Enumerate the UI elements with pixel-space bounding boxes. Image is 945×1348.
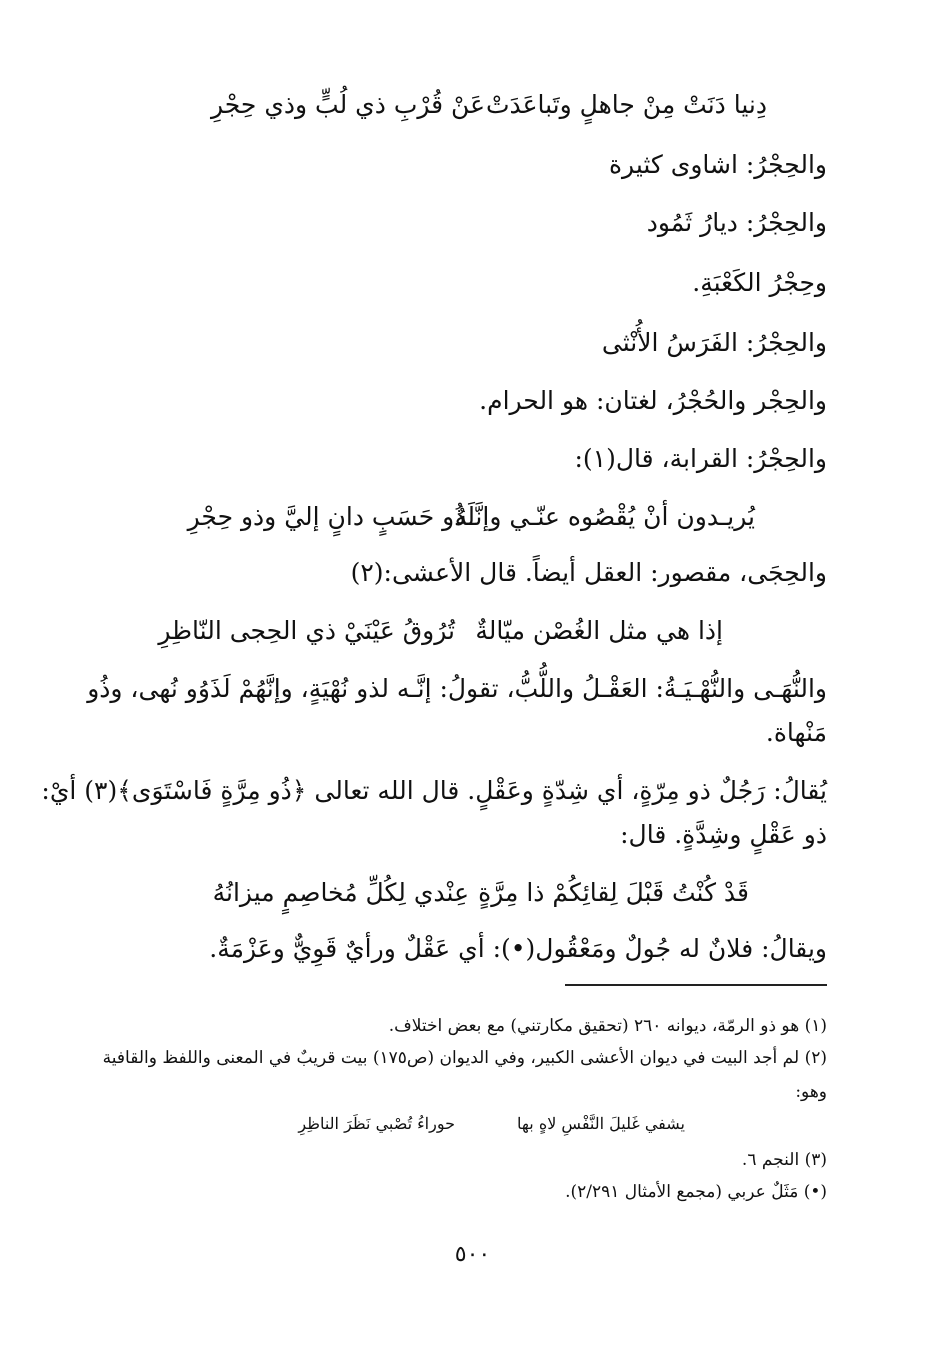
footnote-divider [565, 984, 827, 986]
footnote-4: (•) مَثَلٌ عربي (مجمع الأمثال ٢/٢٩١). [565, 1182, 827, 1202]
verse1-second-hemistich: عَنْ قُرْبِ ذي لُبٍّ وذي حِجْرِ [211, 90, 485, 119]
page-number: ٥٠٠ [454, 1242, 491, 1267]
definition-line: والحِجْر والحُجْرُ، لغتان: هو الحرام. [479, 386, 827, 415]
definition-line: والحِجْرُ: القرابة، قال(١): [574, 444, 827, 473]
footnote-3: (٣) النجم ٦. [741, 1150, 827, 1170]
footnote-1: (١) هو ذو الرمّة، ديوانه ٢٦٠ (تحقيق مكارتني) مع بعض اختلاف. [388, 1016, 827, 1036]
nuha-paragraph-line: مَنْهاة. [765, 718, 827, 747]
definition-line: والحِجْرُ: الفَرَسُ الأُنْثى [601, 328, 827, 357]
verse3-first-hemistich: إذا هي مثل الغُصْن ميّالةٌ [475, 616, 723, 645]
verse2-first-hemistich: يُريـدون أنْ يُقْصُوه عنّـي وإنَّـهُ [454, 502, 755, 531]
nuha-paragraph-line: والنُّهَـى والنُّهْـيَـةُ: العَقْـلُ واللُّبُّ، تقولُ: إنَّـه لذو نُهْيَةٍ، وإنَّهُمْ لَذَوُو نُهى، وذُو [87, 674, 827, 703]
verse4-second-hemistich: عِنْدي لِكُلِّ مُخاصِمٍ ميزانُهُ [212, 878, 469, 907]
verse4-first-hemistich: قَدْ كُنْتُ قَبْلَ لِقائِكُمْ ذا مِرَّةٍ [478, 878, 749, 907]
mirra-paragraph-line: ذو عَقْلٍ وشِدَّةٍ. قال: [620, 820, 827, 849]
verse1-first-hemistich: دِنيا دَنَتْ مِنْ جاهلٍ وتَباعَدَتْ [485, 90, 767, 119]
proverb-line: ويقالُ: فلانٌ له جُولٌ ومَعْقُول(•): أي عَقْلٌ ورأيٌ قَوِيٌّ وعَزْمَةٌ. [209, 934, 827, 963]
footnote-2-continuation: وهو: [795, 1082, 827, 1102]
definition-line: والحِجْرُ: ديارُ ثَمُود [646, 208, 827, 237]
hija-definition-line: والحِجَى، مقصور: العقل أيضاً. قال الأعشى:(٢) [350, 558, 827, 587]
definition-line: وحِجْرُ الكَعْبَةِ. [692, 268, 827, 297]
footnote-2: (٢) لم أجد البيت في ديوان الأعشى الكبير، وفي الديوان (ص١٧٥) بيت قريبٌ في المعنى واللفظ والقافية [102, 1048, 827, 1068]
footnote-2-verse-first: يشفي غَليلَ النَّفْسِ لاهٍ بها [517, 1114, 685, 1133]
mirra-paragraph-line: يُقالُ: رَجُلٌ ذو مِرّةٍ، أي شِدّةٍ وعَقْلٍ. قال الله تعالى ﴿ذُو مِرَّةٍ فَاسْتَوَى﴾(٣) أيْ: [41, 776, 827, 805]
verse3-second-hemistich: تُرُوقُ عَيْنَيْ ذي الحِجى النّاظِرِ [158, 616, 455, 645]
verse2-second-hemistich: لَذُو حَسَبٍ دانٍ إليَّ وذو حِجْرِ [187, 502, 475, 531]
footnote-2-verse-second: حوراءُ تُصْبي نَظَرَ الناظِرِ [298, 1114, 455, 1133]
definition-line: والحِجْرُ: اشاوى كثيرة [608, 150, 827, 179]
